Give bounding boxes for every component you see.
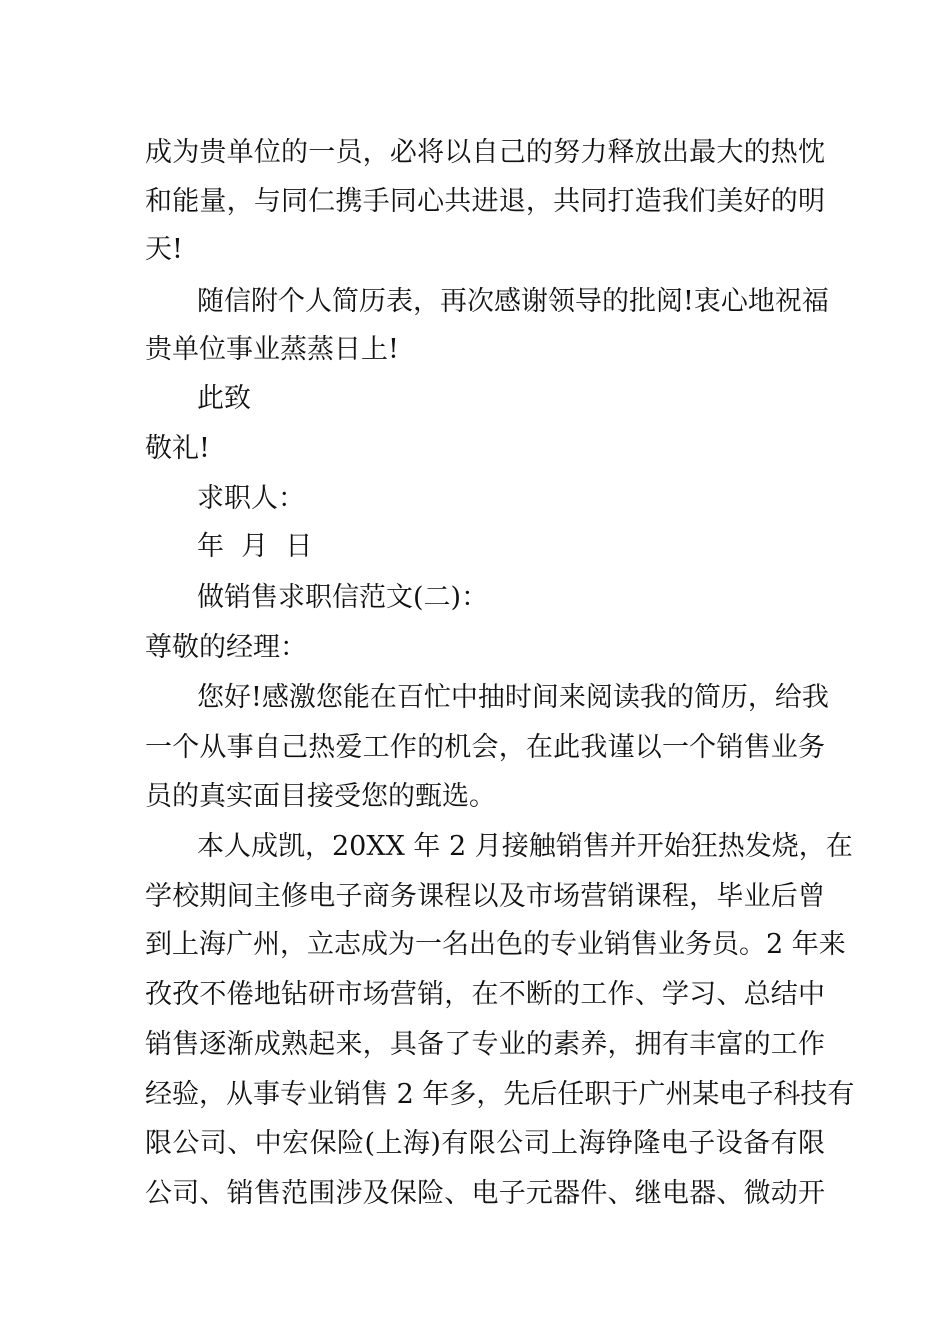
text-line: 孜孜不倦地钻研市场营销，在不断的工作、学习、总结中 [145, 979, 825, 1010]
text-line: 本人成凯，20XX 年 2 月接触销售并开始狂热发烧，在 [197, 831, 853, 862]
text-line: 公司、销售范围涉及保险、电子元器件、继电器、微动开 [145, 1178, 825, 1209]
text-line: 天! [145, 234, 183, 265]
closing-salutation: 此致 [197, 383, 251, 414]
text-line: 随信附个人简历表，再次感谢领导的批阅!衷心地祝福 [197, 286, 829, 317]
text-line: 员的真实面目接受您的甄选。 [145, 781, 496, 812]
text-line: 和能量，与同仁携手同心共进退，共同打造我们美好的明 [145, 186, 825, 217]
text-line: 经验，从事专业销售 2 年多，先后任职于广州某电子科技有 [145, 1079, 855, 1110]
greeting: 尊敬的经理： [145, 632, 307, 663]
text-line: 销售逐渐成熟起来，具备了专业的素养，拥有丰富的工作 [145, 1029, 825, 1060]
signature-label: 求职人： [197, 483, 305, 514]
text-line: 一个从事自己热爱工作的机会，在此我谨以一个销售业务 [145, 732, 825, 763]
text-line: 到上海广州，立志成为一名出色的专业销售业务员。2 年来 [145, 929, 846, 960]
closing-salutation: 敬礼! [145, 433, 210, 464]
text-line: 您好!感激您能在百忙中抽时间来阅读我的简历，给我 [197, 682, 829, 713]
date-line: 年 月 日 [197, 531, 313, 562]
text-line: 贵单位事业蒸蒸日上! [145, 334, 399, 365]
section-heading: 做销售求职信范文(二)： [197, 582, 489, 613]
text-line: 学校期间主修电子商务课程以及市场营销课程，毕业后曾 [145, 881, 825, 912]
text-line: 限公司、中宏保险(上海)有限公司上海铮隆电子设备有限 [145, 1128, 825, 1159]
text-line: 成为贵单位的一员，必将以自己的努力释放出最大的热忱 [145, 137, 825, 168]
